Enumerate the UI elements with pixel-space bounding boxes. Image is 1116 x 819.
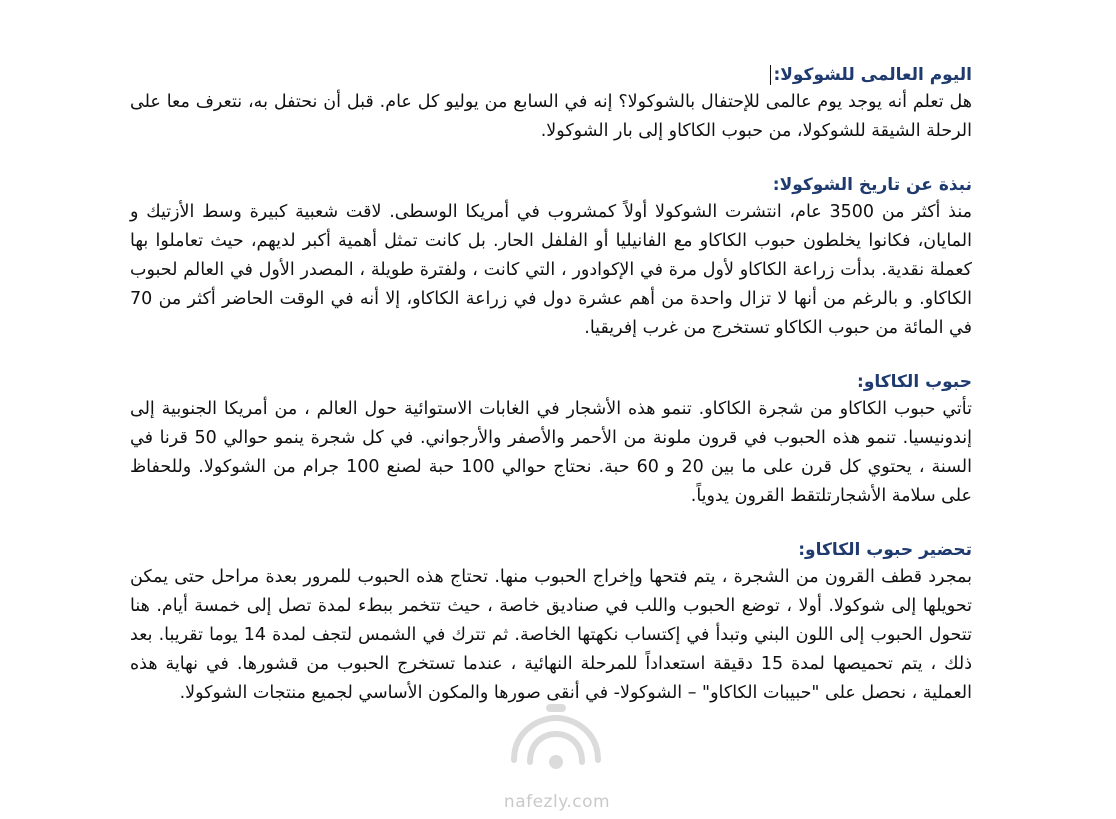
section-heading: اليوم العالمى للشوكولا: xyxy=(130,62,972,88)
section-body: تأتي حبوب الكاكاو من شجرة الكاكاو. تنمو هذه الأشجار في الغابات الاستوائية حول العالم ، من أمريكا الجنوبية إلى إندونيسيا. تنمو هذه الحبوب في قرون ملونة من الأحمر والأصفر والأرجواني. في كل شجرة ينمو حوالي 50 قرنا في السنة ، يحتوي كل قرن على ما بين 20 و 60 حبة. نحتاج حوالي 100 حبة لصنع 100 جرام من الشوكولا. وللحفاظ على سلامة الأشجارتلتقط القرون يدوياً. xyxy=(130,399,973,506)
section-cocoa-preparation xyxy=(130,537,972,708)
watermark xyxy=(472,700,642,818)
section-body: منذ أكثر من 3500 عام، انتشرت الشوكولا أولاً كمشروب في أمريكا الوسطى. لاقت شعبية كبيرة وسط الأزتيك و المايان، فكانوا يخلطون حبوب الكاكاو مع الفانيليا أو الفلفل الحار. بل كانت تمثل أهمية أكبر لديهم، حيث تعاملوا بها كعملة نقدية. بدأت زراعة الكاكاو لأول مرة في الإكوادور ، التي كانت ، ولفترة طويلة ، المصدر الأول في العالم لحبوب الكاكاو. و بالرغم من أنها لا تزال واحدة من أهم عشرة دول في زراعة الكاكاو، إلا أنه في الوقت الحاضر أكثر من 70 في المائة من حبوب الكاكاو تستخرج من غرب إفريقيا. xyxy=(130,202,972,338)
section-world-chocolate-day xyxy=(130,62,972,146)
section-heading: نبذة عن تاريخ الشوكولا: xyxy=(772,175,972,195)
watermark-text: nafezly.com xyxy=(503,792,611,812)
section-chocolate-history xyxy=(130,172,972,343)
section-heading: تحضير حبوب الكاكاو: xyxy=(798,540,972,560)
section-body: بمجرد قطف القرون من الشجرة ، يتم فتحها وإخراج الحبوب منها. تحتاج هذه الحبوب للمرور بعدة مراحل حتى يمكن تحويلها إلى شوكولا. أولا ، توضع الحبوب واللب في صناديق خاصة ، حيث تتخمر ببطء لمدة تصل إلى خمسة أيام. هنا تتحول الحبوب إلى اللون البني وتبدأ في إكتساب نكهتها الخاصة. ثم تترك في الشمس لتجف لمدة 14 يوما تقريبا. بعد ذلك ، يتم تحميصها لمدة 15 دقيقة استعداداً للمرحلة النهائية ، عندما تستخرج الحبوب من قشورها. في نهاية هذه العملية ، نحصل على "حبيبات الكاكاو" – الشوكولا- في أنقى صورها والمكون الأساسي لجميع منتجات الشوكولا. xyxy=(130,567,972,703)
nafezly-logo-icon xyxy=(500,700,612,780)
section-heading: حبوب الكاكاو: xyxy=(857,372,972,392)
section-body: هل تعلم أنه يوجد يوم عالمى للإحتفال بالشوكولا؟ إنه في السابع من يوليو كل عام. قبل أن نحتفل به، نتعرف معا على الرحلة الشيقة للشوكولا، من حبوب الكاكاو إلى بار الشوكولا. xyxy=(130,92,972,141)
text-cursor xyxy=(770,65,771,85)
section-cocoa-beans xyxy=(130,369,972,511)
document-content[interactable] xyxy=(130,62,972,708)
